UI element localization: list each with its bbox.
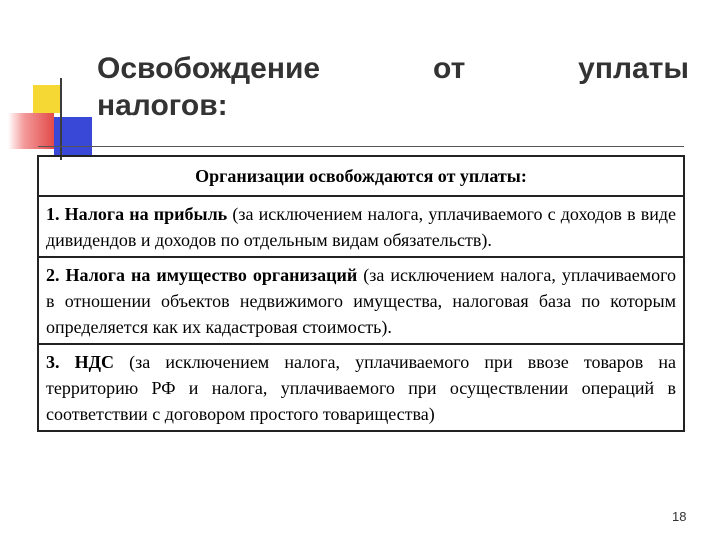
page-number: 18	[672, 509, 687, 524]
row-text: (за исключением налога, уплачиваемого с доходов в виде дивидендов и доходов по отдельным видам обязательств).	[46, 204, 677, 250]
title-divider	[38, 146, 684, 147]
title-word-1: Освобождение	[97, 52, 321, 85]
row-tax-name: Налога на имущество организаций	[65, 265, 358, 285]
decor-vertical-line	[60, 78, 62, 160]
title-word-2: от	[432, 52, 466, 85]
row-number: 2.	[46, 265, 60, 285]
table-row	[39, 258, 683, 345]
row-tax-name: Налога на прибыль	[64, 204, 228, 224]
decor-red-square	[8, 113, 54, 149]
row-number: 3.	[46, 352, 60, 372]
title-line-2: налогов:	[97, 89, 228, 122]
row-number: 1.	[46, 204, 60, 224]
table-row	[39, 197, 683, 258]
table-row	[39, 345, 683, 430]
exemptions-table	[37, 155, 685, 432]
row-text: (за исключением налога, уплачиваемого при ввозе товаров на территорию РФ и налога, уплачиваемого при осуществлении операций в соответствии с договором простого товарищества)	[46, 352, 677, 424]
slide-title	[97, 50, 689, 124]
row-text: (за исключением налога, уплачиваемого в отношении объектов недвижимого имущества, налоговая база по которым определяется как их кадастровая стоимость).	[46, 265, 677, 337]
decor-yellow-square	[33, 85, 61, 113]
row-tax-name: НДС	[74, 352, 115, 372]
title-word-3: уплаты	[578, 52, 689, 85]
table-header: Организации освобождаются от уплаты:	[39, 157, 683, 197]
